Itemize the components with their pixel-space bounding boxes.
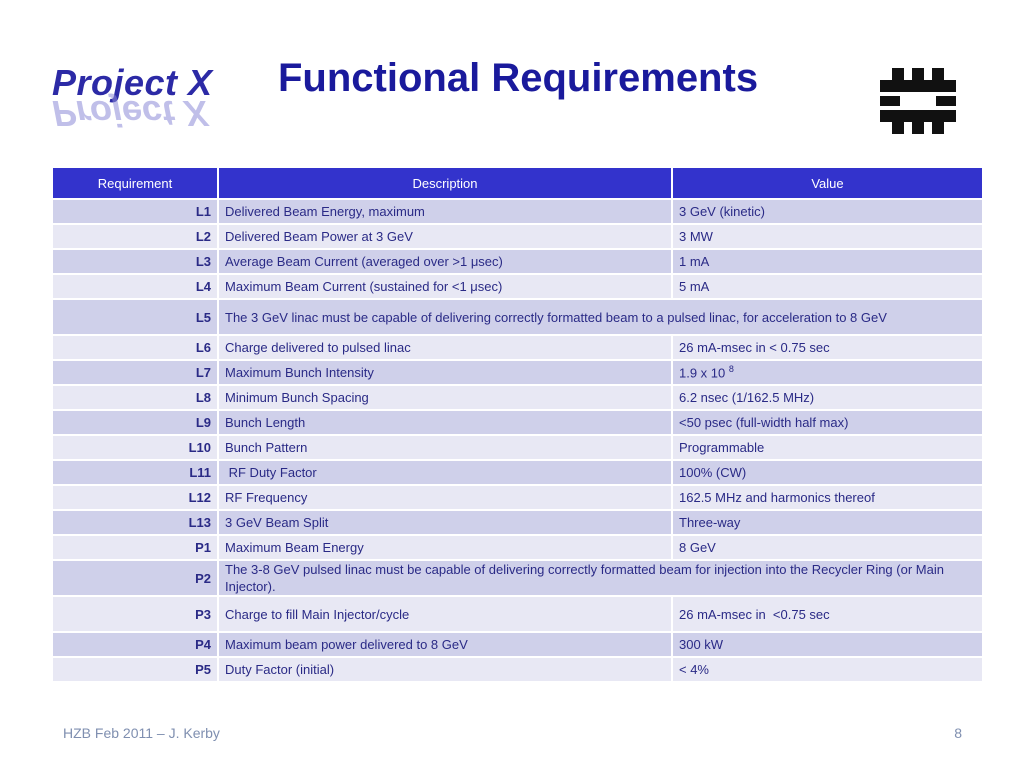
value-exponent: 8	[728, 364, 734, 375]
table-row	[52, 299, 983, 335]
requirements-table	[51, 166, 984, 683]
requirement-value: 6.2 nsec (1/162.5 MHz)	[672, 385, 983, 410]
requirement-description: Charge delivered to pulsed linac	[218, 335, 672, 360]
page-number: 8	[954, 725, 962, 741]
column-header-description: Description	[218, 167, 672, 199]
requirement-id: L8	[52, 385, 218, 410]
requirement-description: Maximum beam power delivered to 8 GeV	[218, 632, 672, 657]
requirement-id: P1	[52, 535, 218, 560]
requirement-value: <50 psec (full-width half max)	[672, 410, 983, 435]
requirement-id: L1	[52, 199, 218, 224]
requirement-value: 1.9 x 10	[679, 365, 726, 381]
requirement-description: Average Beam Current (averaged over >1 μsec)	[218, 249, 672, 274]
requirement-description: RF Duty Factor	[218, 460, 672, 485]
table-row	[52, 360, 983, 385]
column-header-value: Value	[672, 167, 983, 199]
table-row	[52, 510, 983, 535]
requirement-id: L5	[52, 299, 218, 335]
requirement-value: 1 mA	[672, 249, 983, 274]
requirement-id: P4	[52, 632, 218, 657]
requirement-id: P3	[52, 596, 218, 632]
requirement-value: 100% (CW)	[672, 460, 983, 485]
footer-credit: HZB Feb 2011 – J. Kerby	[63, 725, 220, 741]
requirement-id: P2	[52, 560, 218, 596]
requirement-id: L6	[52, 335, 218, 360]
requirement-value: 3 MW	[672, 224, 983, 249]
requirement-description: Delivered Beam Energy, maximum	[218, 199, 672, 224]
requirement-id: L13	[52, 510, 218, 535]
requirement-value: 162.5 MHz and harmonics thereof	[672, 485, 983, 510]
table-row	[52, 435, 983, 460]
requirement-value: Programmable	[672, 435, 983, 460]
requirement-description: The 3 GeV linac must be capable of delivering correctly formatted beam to a pulsed linac, for acceleration to 8 GeV	[218, 299, 983, 335]
requirement-id: L12	[52, 485, 218, 510]
table-row	[52, 385, 983, 410]
requirement-id: L3	[52, 249, 218, 274]
requirement-description: Maximum Beam Current (sustained for <1 μsec)	[218, 274, 672, 299]
table-row	[52, 485, 983, 510]
requirement-description: RF Frequency	[218, 485, 672, 510]
project-x-logo	[52, 62, 237, 134]
table-row	[52, 535, 983, 560]
page-title: Functional Requirements	[278, 56, 759, 100]
requirement-value: 5 mA	[672, 274, 983, 299]
table-row	[52, 657, 983, 682]
requirement-value: 26 mA-msec in <0.75 sec	[672, 596, 983, 632]
requirement-id: L4	[52, 274, 218, 299]
table-row	[52, 460, 983, 485]
column-header-requirement: Requirement	[52, 167, 218, 199]
logo-text: Project X	[52, 62, 213, 103]
table-row	[52, 274, 983, 299]
table-row	[52, 560, 983, 596]
table-row	[52, 249, 983, 274]
table-row	[52, 410, 983, 435]
requirement-id: L7	[52, 360, 218, 385]
requirement-description: Duty Factor (initial)	[218, 657, 672, 682]
requirement-value: Three-way	[672, 510, 983, 535]
table-row	[52, 596, 983, 632]
logo-reflection: Project X	[52, 93, 209, 134]
requirement-description: The 3-8 GeV pulsed linac must be capable of delivering correctly formatted beam for injection into the Recycler Ring (or Main Injector).	[218, 560, 983, 596]
requirement-description: Maximum Beam Energy	[218, 535, 672, 560]
requirement-value-cell	[672, 360, 983, 385]
requirement-value: 26 mA-msec in < 0.75 sec	[672, 335, 983, 360]
table-row	[52, 335, 983, 360]
requirement-description: Charge to fill Main Injector/cycle	[218, 596, 672, 632]
requirement-value: 3 GeV (kinetic)	[672, 199, 983, 224]
requirement-description: Bunch Length	[218, 410, 672, 435]
requirement-id: L11	[52, 460, 218, 485]
requirement-id: L9	[52, 410, 218, 435]
requirement-value: 300 kW	[672, 632, 983, 657]
requirement-value: 8 GeV	[672, 535, 983, 560]
table-row	[52, 224, 983, 249]
table-row	[52, 199, 983, 224]
requirement-value: < 4%	[672, 657, 983, 682]
requirement-description: Bunch Pattern	[218, 435, 672, 460]
requirement-description: Delivered Beam Power at 3 GeV	[218, 224, 672, 249]
requirement-description: 3 GeV Beam Split	[218, 510, 672, 535]
requirement-id: L10	[52, 435, 218, 460]
fermilab-logo-icon	[878, 66, 958, 136]
table-row	[52, 632, 983, 657]
requirement-description: Maximum Bunch Intensity	[218, 360, 672, 385]
requirement-description: Minimum Bunch Spacing	[218, 385, 672, 410]
table-header-row	[52, 167, 983, 199]
requirement-id: P5	[52, 657, 218, 682]
requirement-id: L2	[52, 224, 218, 249]
